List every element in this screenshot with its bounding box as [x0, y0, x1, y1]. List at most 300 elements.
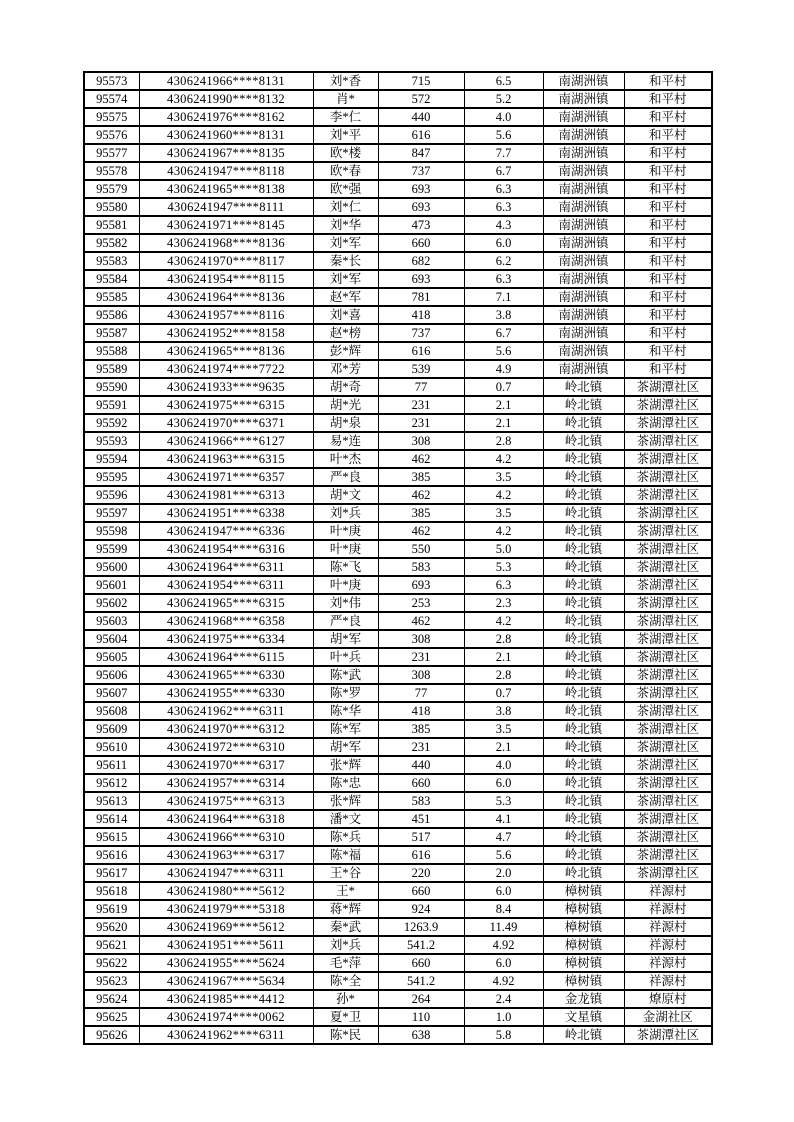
cell-town: 南湖洲镇: [543, 288, 624, 306]
cell-person-name: 叶*庚: [313, 540, 378, 558]
cell-sequence-number: 95580: [84, 198, 139, 216]
cell-sequence-number: 95585: [84, 288, 139, 306]
cell-person-name: 刘*香: [313, 72, 378, 90]
cell-area-value: 3.5: [464, 468, 543, 486]
cell-person-name: 胡*文: [313, 486, 378, 504]
cell-person-name: 胡*军: [313, 738, 378, 756]
cell-id-number: 4306241957****6314: [139, 774, 313, 792]
cell-amount: 308: [378, 630, 464, 648]
cell-sequence-number: 95622: [84, 954, 139, 972]
table-row: [84, 432, 712, 450]
cell-amount: 231: [378, 414, 464, 432]
cell-area-value: 2.1: [464, 648, 543, 666]
cell-id-number: 4306241970****6371: [139, 414, 313, 432]
table-row: [84, 396, 712, 414]
cell-area-value: 2.0: [464, 864, 543, 882]
cell-area-value: 4.2: [464, 450, 543, 468]
cell-person-name: 刘*仁: [313, 198, 378, 216]
cell-village: 茶湖潭社区: [624, 594, 712, 612]
cell-village: 茶湖潭社区: [624, 684, 712, 702]
cell-id-number: 4306241965****6315: [139, 594, 313, 612]
cell-sequence-number: 95607: [84, 684, 139, 702]
cell-person-name: 陈*飞: [313, 558, 378, 576]
cell-amount: 847: [378, 144, 464, 162]
cell-area-value: 4.7: [464, 828, 543, 846]
cell-person-name: 陈*军: [313, 720, 378, 738]
cell-id-number: 4306241965****6330: [139, 666, 313, 684]
cell-sequence-number: 95597: [84, 504, 139, 522]
table-row: [84, 918, 712, 936]
cell-sequence-number: 95609: [84, 720, 139, 738]
cell-id-number: 4306241966****6310: [139, 828, 313, 846]
cell-person-name: 夏*卫: [313, 1008, 378, 1026]
cell-sequence-number: 95579: [84, 180, 139, 198]
cell-amount: 616: [378, 846, 464, 864]
cell-village: 和平村: [624, 108, 712, 126]
cell-village: 和平村: [624, 252, 712, 270]
cell-id-number: 4306241972****6310: [139, 738, 313, 756]
cell-town: 南湖洲镇: [543, 306, 624, 324]
cell-sequence-number: 95601: [84, 576, 139, 594]
cell-amount: 462: [378, 612, 464, 630]
cell-village: 和平村: [624, 90, 712, 108]
cell-id-number: 4306241975****6334: [139, 630, 313, 648]
cell-area-value: 2.1: [464, 396, 543, 414]
cell-town: 岭北镇: [543, 522, 624, 540]
cell-person-name: 王*: [313, 882, 378, 900]
cell-area-value: 4.92: [464, 936, 543, 954]
cell-village: 茶湖潭社区: [624, 576, 712, 594]
cell-amount: 308: [378, 432, 464, 450]
cell-area-value: 11.49: [464, 918, 543, 936]
cell-id-number: 4306241964****6115: [139, 648, 313, 666]
cell-area-value: 6.3: [464, 198, 543, 216]
cell-sequence-number: 95574: [84, 90, 139, 108]
cell-town: 南湖洲镇: [543, 270, 624, 288]
cell-town: 樟树镇: [543, 972, 624, 990]
cell-area-value: 4.2: [464, 522, 543, 540]
table-row: [84, 720, 712, 738]
cell-village: 茶湖潭社区: [624, 612, 712, 630]
cell-sequence-number: 95610: [84, 738, 139, 756]
cell-village: 和平村: [624, 234, 712, 252]
cell-village: 茶湖潭社区: [624, 810, 712, 828]
table-row: [84, 864, 712, 882]
cell-person-name: 刘*平: [313, 126, 378, 144]
cell-person-name: 蒋*辉: [313, 900, 378, 918]
table-row: [84, 828, 712, 846]
cell-town: 岭北镇: [543, 612, 624, 630]
cell-id-number: 4306241947****6336: [139, 522, 313, 540]
cell-village: 和平村: [624, 126, 712, 144]
cell-id-number: 4306241985****4412: [139, 990, 313, 1008]
cell-sequence-number: 95595: [84, 468, 139, 486]
cell-id-number: 4306241951****5611: [139, 936, 313, 954]
cell-sequence-number: 95621: [84, 936, 139, 954]
cell-id-number: 4306241957****8116: [139, 306, 313, 324]
cell-sequence-number: 95591: [84, 396, 139, 414]
cell-village: 茶湖潭社区: [624, 1026, 712, 1044]
cell-person-name: 胡*军: [313, 630, 378, 648]
cell-area-value: 2.1: [464, 738, 543, 756]
cell-area-value: 5.6: [464, 126, 543, 144]
cell-sequence-number: 95603: [84, 612, 139, 630]
table-row: [84, 792, 712, 810]
cell-id-number: 4306241975****6313: [139, 792, 313, 810]
cell-sequence-number: 95586: [84, 306, 139, 324]
table-row: [84, 504, 712, 522]
cell-amount: 110: [378, 1008, 464, 1026]
cell-person-name: 刘*喜: [313, 306, 378, 324]
cell-person-name: 刘*兵: [313, 504, 378, 522]
cell-area-value: 4.3: [464, 216, 543, 234]
cell-sequence-number: 95590: [84, 378, 139, 396]
cell-id-number: 4306241947****8118: [139, 162, 313, 180]
cell-sequence-number: 95598: [84, 522, 139, 540]
cell-town: 樟树镇: [543, 954, 624, 972]
cell-village: 祥源村: [624, 954, 712, 972]
cell-person-name: 陈*忠: [313, 774, 378, 792]
cell-amount: 583: [378, 558, 464, 576]
table-row: [84, 702, 712, 720]
cell-person-name: 陈*华: [313, 702, 378, 720]
cell-area-value: 4.0: [464, 756, 543, 774]
cell-village: 茶湖潭社区: [624, 468, 712, 486]
cell-amount: 231: [378, 648, 464, 666]
cell-village: 茶湖潭社区: [624, 504, 712, 522]
cell-amount: 418: [378, 306, 464, 324]
cell-person-name: 陈*罗: [313, 684, 378, 702]
table-row: [84, 954, 712, 972]
cell-village: 金湖社区: [624, 1008, 712, 1026]
cell-town: 南湖洲镇: [543, 234, 624, 252]
cell-amount: 715: [378, 72, 464, 90]
cell-village: 祥源村: [624, 936, 712, 954]
table-row: [84, 846, 712, 864]
cell-id-number: 4306241979****5318: [139, 900, 313, 918]
cell-id-number: 4306241963****6315: [139, 450, 313, 468]
cell-amount: 737: [378, 162, 464, 180]
table-row: [84, 684, 712, 702]
cell-town: 南湖洲镇: [543, 324, 624, 342]
cell-area-value: 6.7: [464, 162, 543, 180]
table-row: [84, 342, 712, 360]
cell-area-value: 7.1: [464, 288, 543, 306]
cell-area-value: 5.3: [464, 792, 543, 810]
cell-amount: 660: [378, 234, 464, 252]
cell-id-number: 4306241964****6311: [139, 558, 313, 576]
cell-sequence-number: 95604: [84, 630, 139, 648]
cell-sequence-number: 95589: [84, 360, 139, 378]
cell-amount: 473: [378, 216, 464, 234]
cell-area-value: 6.3: [464, 270, 543, 288]
cell-amount: 693: [378, 270, 464, 288]
cell-amount: 440: [378, 108, 464, 126]
table-row: [84, 738, 712, 756]
cell-town: 岭北镇: [543, 504, 624, 522]
cell-area-value: 1.0: [464, 1008, 543, 1026]
cell-town: 岭北镇: [543, 378, 624, 396]
cell-amount: 539: [378, 360, 464, 378]
cell-person-name: 陈*全: [313, 972, 378, 990]
cell-id-number: 4306241967****5634: [139, 972, 313, 990]
cell-amount: 462: [378, 450, 464, 468]
cell-sequence-number: 95617: [84, 864, 139, 882]
cell-sequence-number: 95605: [84, 648, 139, 666]
cell-town: 金龙镇: [543, 990, 624, 1008]
cell-person-name: 王*谷: [313, 864, 378, 882]
cell-town: 南湖洲镇: [543, 342, 624, 360]
table-row: [84, 288, 712, 306]
cell-id-number: 4306241955****5624: [139, 954, 313, 972]
cell-amount: 660: [378, 882, 464, 900]
cell-town: 南湖洲镇: [543, 198, 624, 216]
cell-town: 樟树镇: [543, 900, 624, 918]
cell-id-number: 4306241968****6358: [139, 612, 313, 630]
cell-id-number: 4306241964****8136: [139, 288, 313, 306]
cell-area-value: 2.1: [464, 414, 543, 432]
cell-village: 茶湖潭社区: [624, 450, 712, 468]
cell-town: 岭北镇: [543, 576, 624, 594]
cell-person-name: 毛*萍: [313, 954, 378, 972]
cell-person-name: 易*连: [313, 432, 378, 450]
table-row: [84, 612, 712, 630]
cell-area-value: 3.8: [464, 306, 543, 324]
cell-person-name: 欧*楼: [313, 144, 378, 162]
cell-sequence-number: 95626: [84, 1026, 139, 1044]
table-row: [84, 144, 712, 162]
cell-person-name: 刘*华: [313, 216, 378, 234]
cell-id-number: 4306241965****8138: [139, 180, 313, 198]
cell-village: 祥源村: [624, 900, 712, 918]
cell-village: 和平村: [624, 342, 712, 360]
cell-village: 茶湖潭社区: [624, 540, 712, 558]
cell-amount: 462: [378, 486, 464, 504]
cell-area-value: 6.3: [464, 576, 543, 594]
cell-id-number: 4306241975****6315: [139, 396, 313, 414]
cell-amount: 385: [378, 720, 464, 738]
cell-area-value: 2.8: [464, 630, 543, 648]
cell-person-name: 李*仁: [313, 108, 378, 126]
cell-area-value: 5.3: [464, 558, 543, 576]
cell-person-name: 秦*武: [313, 918, 378, 936]
cell-amount: 231: [378, 396, 464, 414]
cell-amount: 451: [378, 810, 464, 828]
table-row: [84, 306, 712, 324]
cell-village: 茶湖潭社区: [624, 666, 712, 684]
cell-town: 樟树镇: [543, 936, 624, 954]
cell-id-number: 4306241964****6318: [139, 810, 313, 828]
cell-town: 南湖洲镇: [543, 90, 624, 108]
cell-village: 茶湖潭社区: [624, 432, 712, 450]
cell-sequence-number: 95594: [84, 450, 139, 468]
table-row: [84, 180, 712, 198]
cell-id-number: 4306241974****7722: [139, 360, 313, 378]
cell-id-number: 4306241954****6316: [139, 540, 313, 558]
cell-sequence-number: 95578: [84, 162, 139, 180]
cell-amount: 638: [378, 1026, 464, 1044]
cell-area-value: 8.4: [464, 900, 543, 918]
cell-town: 岭北镇: [543, 558, 624, 576]
cell-town: 南湖洲镇: [543, 72, 624, 90]
cell-area-value: 4.92: [464, 972, 543, 990]
table-row: [84, 1026, 712, 1044]
cell-person-name: 肖*: [313, 90, 378, 108]
cell-town: 南湖洲镇: [543, 252, 624, 270]
cell-village: 茶湖潭社区: [624, 396, 712, 414]
cell-amount: 308: [378, 666, 464, 684]
cell-village: 茶湖潭社区: [624, 792, 712, 810]
cell-amount: 693: [378, 198, 464, 216]
cell-person-name: 刘*兵: [313, 936, 378, 954]
cell-sequence-number: 95624: [84, 990, 139, 1008]
cell-area-value: 0.7: [464, 684, 543, 702]
cell-id-number: 4306241954****6311: [139, 576, 313, 594]
table-row: [84, 576, 712, 594]
cell-village: 和平村: [624, 288, 712, 306]
cell-village: 祥源村: [624, 882, 712, 900]
cell-area-value: 4.9: [464, 360, 543, 378]
cell-town: 岭北镇: [543, 450, 624, 468]
cell-id-number: 4306241955****6330: [139, 684, 313, 702]
table-row: [84, 414, 712, 432]
cell-sequence-number: 95592: [84, 414, 139, 432]
cell-town: 岭北镇: [543, 468, 624, 486]
cell-id-number: 4306241960****8131: [139, 126, 313, 144]
cell-id-number: 4306241969****5612: [139, 918, 313, 936]
cell-area-value: 2.8: [464, 432, 543, 450]
cell-person-name: 彭*辉: [313, 342, 378, 360]
cell-village: 茶湖潭社区: [624, 378, 712, 396]
cell-town: 南湖洲镇: [543, 216, 624, 234]
table-row: [84, 324, 712, 342]
cell-town: 岭北镇: [543, 432, 624, 450]
cell-area-value: 5.6: [464, 846, 543, 864]
cell-sequence-number: 95619: [84, 900, 139, 918]
cell-village: 茶湖潭社区: [624, 648, 712, 666]
cell-town: 南湖洲镇: [543, 126, 624, 144]
cell-sequence-number: 95599: [84, 540, 139, 558]
cell-person-name: 胡*奇: [313, 378, 378, 396]
cell-town: 南湖洲镇: [543, 144, 624, 162]
cell-id-number: 4306241971****8145: [139, 216, 313, 234]
cell-sequence-number: 95620: [84, 918, 139, 936]
cell-amount: 418: [378, 702, 464, 720]
cell-town: 岭北镇: [543, 594, 624, 612]
cell-sequence-number: 95625: [84, 1008, 139, 1026]
cell-person-name: 陈*民: [313, 1026, 378, 1044]
cell-area-value: 0.7: [464, 378, 543, 396]
table-row: [84, 756, 712, 774]
cell-amount: 385: [378, 504, 464, 522]
cell-person-name: 胡*泉: [313, 414, 378, 432]
cell-town: 南湖洲镇: [543, 180, 624, 198]
cell-sequence-number: 95596: [84, 486, 139, 504]
cell-town: 岭北镇: [543, 846, 624, 864]
cell-town: 岭北镇: [543, 756, 624, 774]
cell-town: 岭北镇: [543, 720, 624, 738]
cell-sequence-number: 95588: [84, 342, 139, 360]
table-row: [84, 486, 712, 504]
table-row: [84, 108, 712, 126]
cell-sequence-number: 95623: [84, 972, 139, 990]
cell-town: 南湖洲镇: [543, 360, 624, 378]
cell-id-number: 4306241962****6311: [139, 702, 313, 720]
table-row: [84, 900, 712, 918]
cell-area-value: 5.8: [464, 1026, 543, 1044]
cell-person-name: 张*辉: [313, 756, 378, 774]
cell-area-value: 5.6: [464, 342, 543, 360]
cell-id-number: 4306241965****8136: [139, 342, 313, 360]
cell-town: 岭北镇: [543, 684, 624, 702]
cell-area-value: 6.0: [464, 882, 543, 900]
cell-town: 文星镇: [543, 1008, 624, 1026]
cell-sequence-number: 95600: [84, 558, 139, 576]
cell-area-value: 5.2: [464, 90, 543, 108]
cell-amount: 616: [378, 126, 464, 144]
cell-person-name: 赵*榜: [313, 324, 378, 342]
cell-village: 和平村: [624, 360, 712, 378]
cell-sequence-number: 95612: [84, 774, 139, 792]
table-row: [84, 198, 712, 216]
cell-town: 樟树镇: [543, 918, 624, 936]
cell-town: 岭北镇: [543, 1026, 624, 1044]
cell-village: 茶湖潭社区: [624, 828, 712, 846]
cell-amount: 264: [378, 990, 464, 1008]
table-row: [84, 540, 712, 558]
cell-person-name: 严*良: [313, 612, 378, 630]
cell-person-name: 欧*春: [313, 162, 378, 180]
cell-amount: 693: [378, 576, 464, 594]
cell-sequence-number: 95576: [84, 126, 139, 144]
cell-sequence-number: 95575: [84, 108, 139, 126]
cell-town: 南湖洲镇: [543, 108, 624, 126]
cell-amount: 682: [378, 252, 464, 270]
cell-id-number: 4306241933****9635: [139, 378, 313, 396]
cell-area-value: 2.8: [464, 666, 543, 684]
cell-sequence-number: 95614: [84, 810, 139, 828]
table-row: [84, 216, 712, 234]
cell-village: 茶湖潭社区: [624, 630, 712, 648]
cell-town: 岭北镇: [543, 540, 624, 558]
cell-id-number: 4306241971****6357: [139, 468, 313, 486]
records-table-body: [84, 72, 712, 1044]
cell-area-value: 6.5: [464, 72, 543, 90]
cell-person-name: 叶*兵: [313, 648, 378, 666]
cell-area-value: 6.0: [464, 234, 543, 252]
cell-sequence-number: 95584: [84, 270, 139, 288]
cell-area-value: 4.1: [464, 810, 543, 828]
cell-sequence-number: 95615: [84, 828, 139, 846]
cell-amount: 77: [378, 378, 464, 396]
cell-village: 和平村: [624, 324, 712, 342]
table-row: [84, 558, 712, 576]
table-row: [84, 450, 712, 468]
cell-amount: 693: [378, 180, 464, 198]
cell-person-name: 刘*伟: [313, 594, 378, 612]
records-table: [83, 71, 713, 1045]
cell-area-value: 6.0: [464, 954, 543, 972]
table-row: [84, 594, 712, 612]
cell-person-name: 胡*光: [313, 396, 378, 414]
cell-sequence-number: 95593: [84, 432, 139, 450]
cell-person-name: 邓*芳: [313, 360, 378, 378]
cell-village: 祥源村: [624, 972, 712, 990]
cell-person-name: 刘*军: [313, 234, 378, 252]
cell-id-number: 4306241976****8162: [139, 108, 313, 126]
cell-amount: 737: [378, 324, 464, 342]
cell-amount: 660: [378, 774, 464, 792]
